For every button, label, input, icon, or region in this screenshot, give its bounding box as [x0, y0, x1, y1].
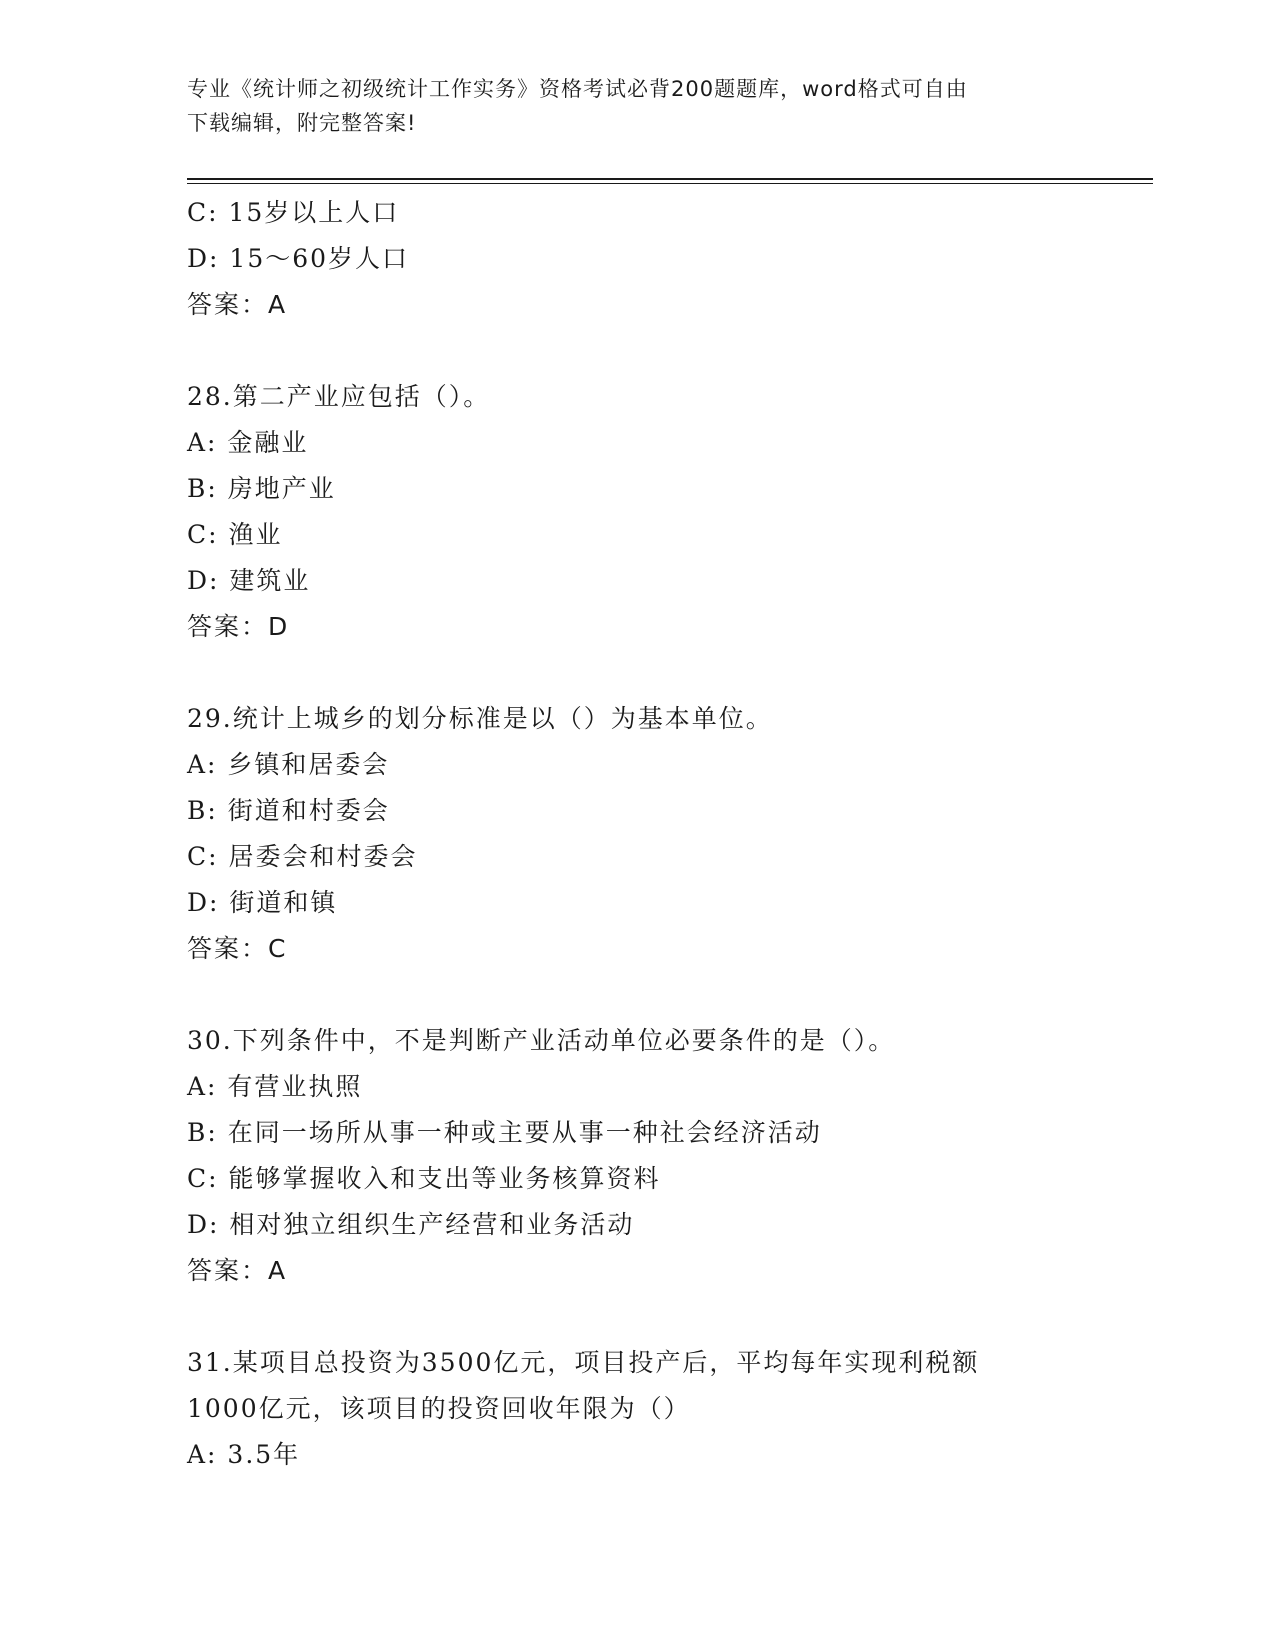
spacer: [187, 1294, 1147, 1340]
option-c: C: 能够掌握收入和支出等业务核算资料: [187, 1164, 661, 1193]
question-stem: 29.统计上城乡的划分标准是以（）为基本单位。: [187, 704, 773, 733]
option-b: B: 在同一场所从事一种或主要从事一种社会经济活动: [187, 1118, 822, 1147]
answer-line: 答案：A: [187, 290, 288, 319]
option-d: D: 建筑业: [187, 566, 311, 595]
question-stem: 28.第二产业应包括（）。: [187, 382, 491, 411]
option-d: D: 街道和镇: [187, 888, 338, 917]
spacer: [187, 972, 1147, 1018]
question-28: [187, 374, 1147, 650]
spacer: [187, 650, 1147, 696]
option-c: C: 居委会和村委会: [187, 842, 418, 871]
answer-line: 答案：A: [187, 1256, 288, 1285]
question-29: [187, 696, 1147, 972]
spacer: [187, 328, 1147, 374]
previous-question-tail: [187, 190, 1147, 328]
option-c: C: 15岁以上人口: [187, 198, 400, 227]
option-d: D: 相对独立组织生产经营和业务活动: [187, 1210, 635, 1239]
answer-line: 答案：D: [187, 612, 290, 641]
option-d: D: 15～60岁人口: [187, 244, 410, 273]
document-header: [187, 72, 1087, 140]
header-rule-thin: [187, 183, 1153, 184]
header-line-1: 专业《统计师之初级统计工作实务》资格考试必背200题题库，word格式可自由: [187, 77, 968, 101]
option-b: B: 房地产业: [187, 474, 336, 503]
question-stem-line-2: 1000亿元，该项目的投资回收年限为（）: [187, 1394, 691, 1423]
answer-line: 答案：C: [187, 934, 288, 963]
question-content: [187, 190, 1147, 1478]
option-a: A: 有营业执照: [187, 1072, 363, 1101]
option-a: A: 3.5年: [187, 1440, 301, 1469]
question-stem-line-1: 31.某项目总投资为3500亿元，项目投产后，平均每年实现利税额: [187, 1348, 980, 1377]
question-30: [187, 1018, 1147, 1294]
header-line-2: 下载编辑，附完整答案!: [187, 111, 417, 135]
option-c: C: 渔业: [187, 520, 283, 549]
option-a: A: 金融业: [187, 428, 309, 457]
option-a: A: 乡镇和居委会: [187, 750, 390, 779]
header-rule-thick: [187, 178, 1153, 180]
option-b: B: 街道和村委会: [187, 796, 390, 825]
question-stem: 30.下列条件中，不是判断产业活动单位必要条件的是（）。: [187, 1026, 896, 1055]
question-31: [187, 1340, 1147, 1478]
